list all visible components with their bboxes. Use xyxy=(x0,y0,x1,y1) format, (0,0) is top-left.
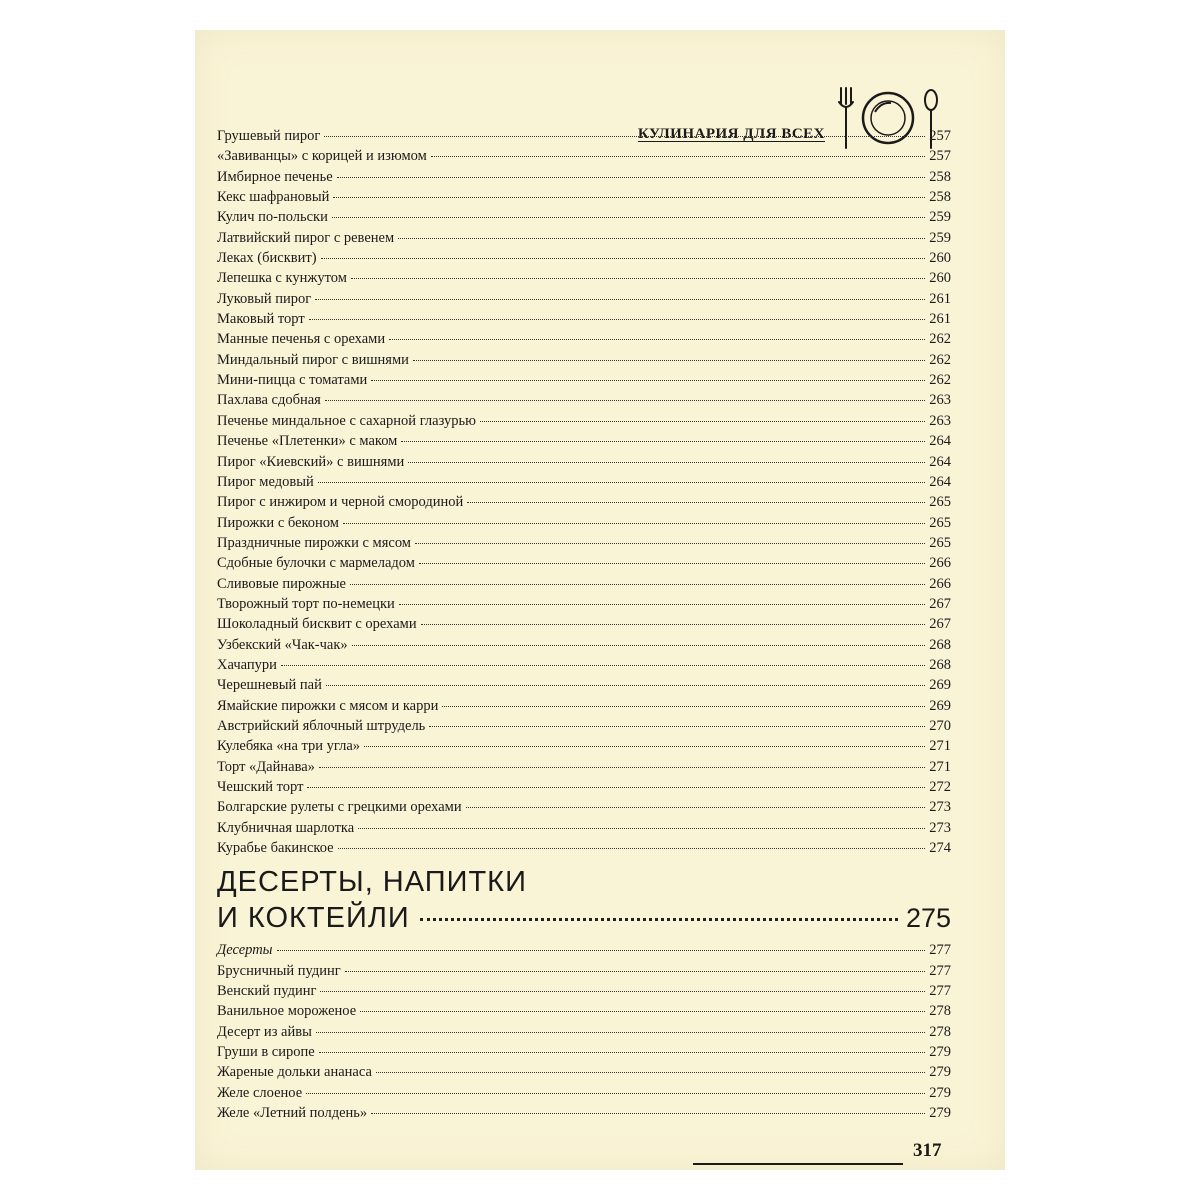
dot-leader xyxy=(431,156,925,157)
toc-entry-title: Луковый пирог xyxy=(217,290,312,307)
toc-entry xyxy=(217,148,951,168)
toc-entry-page: 264 xyxy=(929,433,951,450)
dot-leader xyxy=(277,950,926,951)
toc-entry-page: 261 xyxy=(929,290,951,307)
dot-leader xyxy=(332,217,925,218)
toc-entry-page: 262 xyxy=(929,331,951,348)
toc-entry-title: Имбирное печенье xyxy=(217,168,333,185)
toc-entry-page: 279 xyxy=(929,1084,951,1101)
toc-entry-page: 272 xyxy=(929,779,951,795)
toc-entry-page: 259 xyxy=(929,209,951,226)
toc-entry-page: 261 xyxy=(929,311,951,328)
dot-leader xyxy=(389,339,925,340)
toc-entry xyxy=(217,963,951,983)
toc-entry-title: Курабье бакинское xyxy=(217,840,334,857)
toc-entry-page: 266 xyxy=(929,555,951,572)
toc-entry xyxy=(217,983,951,1003)
toc-entry-title: Леках (бисквит) xyxy=(217,250,317,267)
toc-entry-title: Творожный торт по-немецки xyxy=(217,595,395,612)
dot-leader xyxy=(281,665,925,666)
toc-entry-title: Желе слоеное xyxy=(217,1084,303,1101)
dot-leader xyxy=(399,604,925,605)
section-page-number: 275 xyxy=(905,903,951,934)
toc-entry xyxy=(217,474,951,494)
toc-entry xyxy=(217,230,951,250)
toc-entry-page: 279 xyxy=(929,1105,951,1122)
toc-entry-title: Ямайские пирожки с мясом и карри xyxy=(217,697,439,714)
toc-entry xyxy=(217,779,951,799)
toc-entry xyxy=(217,718,951,738)
toc-entry-title: Черешневый пай xyxy=(217,677,322,694)
toc-list-bottom xyxy=(217,942,951,1125)
toc-entry-title: Печенье «Плетенки» с маком xyxy=(217,433,398,450)
toc-entry-page: 258 xyxy=(929,189,951,206)
toc-entry-title: Желе «Летний полдень» xyxy=(217,1105,368,1122)
toc-entry xyxy=(217,372,951,392)
toc-entry xyxy=(217,637,951,657)
toc-entry xyxy=(217,413,951,433)
toc-entry-page: 267 xyxy=(929,595,951,612)
dot-leader xyxy=(309,319,926,320)
toc-entry xyxy=(217,311,951,331)
dot-leader xyxy=(413,360,925,361)
toc-entry xyxy=(217,515,951,535)
toc-entry xyxy=(217,616,951,636)
dot-leader xyxy=(320,991,925,992)
toc-entry-title: «Завиванцы» с корицей и изюмом xyxy=(217,148,427,165)
dot-leader xyxy=(352,645,926,646)
toc-list-top xyxy=(217,128,951,860)
toc-entry xyxy=(217,576,951,596)
toc-entry xyxy=(217,657,951,677)
toc-entry xyxy=(217,433,951,453)
toc-entry-page: 260 xyxy=(929,250,951,267)
toc-entry-title: Лепешка с кунжутом xyxy=(217,270,347,287)
dot-leader xyxy=(442,706,925,707)
dot-leader xyxy=(408,462,925,463)
toc-entry-title: Печенье миндальное с сахарной глазурью xyxy=(217,412,476,429)
dot-leader xyxy=(398,238,925,239)
toc-entry-page: 270 xyxy=(929,717,951,734)
toc-entry-page: 274 xyxy=(929,840,951,857)
toc-entry-title: Пирог медовый xyxy=(217,473,314,490)
dot-leader xyxy=(326,685,925,686)
dot-leader xyxy=(351,278,925,279)
toc-entry-title: Миндальный пирог с вишнями xyxy=(217,351,409,368)
toc-entry xyxy=(217,189,951,209)
dot-leader xyxy=(358,828,925,829)
dot-leader xyxy=(371,1113,925,1114)
toc-entry-page: 278 xyxy=(929,1003,951,1020)
toc-entry-page: 279 xyxy=(929,1044,951,1061)
page-number: 317 xyxy=(913,1140,942,1161)
dot-leader xyxy=(480,421,925,422)
dot-leader xyxy=(319,767,925,768)
toc-entry-page: 263 xyxy=(929,412,951,429)
toc-entry-title: Десерт из айвы xyxy=(217,1023,312,1040)
toc-entry-page: 265 xyxy=(929,494,951,511)
dot-leader xyxy=(360,1011,925,1012)
toc-entry xyxy=(217,270,951,290)
toc-entry xyxy=(217,942,951,962)
toc-entry-page: 267 xyxy=(929,616,951,633)
dot-leader xyxy=(371,380,925,381)
toc-entry-title: Пахлава сдобная xyxy=(217,392,321,409)
toc-entry-title: Австрийский яблочный штрудель xyxy=(217,717,426,734)
toc-entry xyxy=(217,1003,951,1023)
toc-entry-title: Сдобные булочки с мармеладом xyxy=(217,555,415,572)
toc-entry xyxy=(217,799,951,819)
toc-entry xyxy=(217,331,951,351)
toc-entry-page: 262 xyxy=(929,351,951,368)
dot-leader xyxy=(343,523,925,524)
toc-entry-page: 278 xyxy=(929,1023,951,1040)
dot-leader xyxy=(421,624,926,625)
toc-entry xyxy=(217,169,951,189)
toc-entry-title: Брусничный пудинг xyxy=(217,962,341,979)
toc-entry-title: Торт «Дайнава» xyxy=(217,758,315,775)
footer-rule xyxy=(693,1163,903,1165)
toc-entry xyxy=(217,1064,951,1084)
toc-entry xyxy=(217,454,951,474)
toc-entry-page: 265 xyxy=(929,514,951,531)
toc-entry-title: Клубничная шарлотка xyxy=(217,819,355,836)
toc-entry-title: Ванильное мороженое xyxy=(217,1003,357,1020)
dot-leader xyxy=(350,584,925,585)
toc-entry xyxy=(217,1044,951,1064)
toc-entry-title: Венский пудинг xyxy=(217,983,317,1000)
toc-entry xyxy=(217,596,951,616)
toc-entry-title: Кекс шафрановый xyxy=(217,189,330,206)
book-page xyxy=(195,30,1005,1170)
toc-entry xyxy=(217,352,951,372)
table-of-contents xyxy=(217,128,951,1125)
toc-entry-page: 262 xyxy=(929,372,951,389)
toc-entry-page: 268 xyxy=(929,656,951,673)
toc-entry-title: Пирог с инжиром и черной смородиной xyxy=(217,494,464,511)
dot-leader xyxy=(466,807,926,808)
toc-entry xyxy=(217,840,951,860)
toc-entry-title: Жареные дольки ананаса xyxy=(217,1064,372,1081)
toc-entry-page: 266 xyxy=(929,575,951,592)
toc-entry-title: Грушевый пирог xyxy=(217,128,321,144)
dot-leader xyxy=(333,197,925,198)
toc-entry-page: 271 xyxy=(929,758,951,775)
toc-entry-page: 257 xyxy=(929,148,951,165)
toc-entry xyxy=(217,392,951,412)
dot-leader xyxy=(324,136,925,137)
dot-leader xyxy=(321,258,926,259)
toc-entry xyxy=(217,250,951,270)
toc-entry-page: 273 xyxy=(929,799,951,816)
toc-entry-page: 259 xyxy=(929,229,951,246)
toc-entry-title: Кулич по-польски xyxy=(217,209,328,226)
toc-entry-title: Чешский торт xyxy=(217,779,304,795)
dot-leader xyxy=(345,971,926,972)
dot-leader xyxy=(401,441,925,442)
toc-entry-title: Груши в сиропе xyxy=(217,1044,315,1061)
toc-entry-page: 263 xyxy=(929,392,951,409)
toc-entry-title: Сливовые пирожные xyxy=(217,575,346,592)
toc-entry-page: 277 xyxy=(929,962,951,979)
toc-entry-page: 273 xyxy=(929,819,951,836)
toc-entry-title: Праздничные пирожки с мясом xyxy=(217,534,411,551)
toc-entry xyxy=(217,535,951,555)
toc-entry-title: Десерты xyxy=(217,942,273,959)
dot-leader xyxy=(415,543,925,544)
toc-entry-title: Хачапури xyxy=(217,656,277,673)
dot-leader xyxy=(306,1093,925,1094)
toc-entry xyxy=(217,128,951,148)
toc-entry-page: 269 xyxy=(929,697,951,714)
toc-entry-page: 279 xyxy=(929,1064,951,1081)
toc-entry-page: 271 xyxy=(929,738,951,755)
toc-entry-page: 277 xyxy=(929,983,951,1000)
dot-leader xyxy=(429,726,925,727)
toc-entry xyxy=(217,738,951,758)
dot-leader xyxy=(467,502,925,503)
toc-entry-title: Мини-пицца с томатами xyxy=(217,372,368,389)
section-dot-leader xyxy=(420,918,898,921)
toc-entry-title: Маковый торт xyxy=(217,311,305,328)
section-title-line1: ДЕСЕРТЫ, НАПИТКИ xyxy=(217,866,527,899)
dot-leader xyxy=(325,400,925,401)
toc-entry xyxy=(217,1105,951,1125)
dot-leader xyxy=(319,1052,926,1053)
section-heading xyxy=(217,864,951,936)
toc-entry-title: Манные печенья с орехами xyxy=(217,331,386,348)
toc-entry-page: 269 xyxy=(929,677,951,694)
toc-entry xyxy=(217,677,951,697)
toc-entry xyxy=(217,555,951,575)
toc-entry xyxy=(217,820,951,840)
dot-leader xyxy=(316,1032,925,1033)
toc-entry xyxy=(217,291,951,311)
toc-entry-page: 264 xyxy=(929,473,951,490)
toc-entry-page: 277 xyxy=(929,942,951,959)
toc-entry-page: 265 xyxy=(929,534,951,551)
toc-entry-title: Латвийский пирог с ревенем xyxy=(217,229,395,246)
section-title-line2: И КОКТЕЙЛИ xyxy=(217,902,410,935)
toc-entry-title: Шоколадный бисквит с орехами xyxy=(217,616,417,633)
toc-entry-title: Кулебяка «на три угла» xyxy=(217,738,361,755)
toc-entry-page: 260 xyxy=(929,270,951,287)
dot-leader xyxy=(318,482,926,483)
toc-entry-page: 264 xyxy=(929,453,951,470)
toc-entry xyxy=(217,1085,951,1105)
toc-entry-page: 258 xyxy=(929,168,951,185)
toc-entry-title: Пирог «Киевский» с вишнями xyxy=(217,453,405,470)
dot-leader xyxy=(338,848,926,849)
toc-entry-title: Болгарские рулеты с грецкими орехами xyxy=(217,799,462,816)
toc-entry-title: Узбекский «Чак-чак» xyxy=(217,636,348,653)
toc-entry-title: Пирожки с беконом xyxy=(217,514,339,531)
toc-entry xyxy=(217,759,951,779)
dot-leader xyxy=(376,1072,925,1073)
toc-entry-page: 257 xyxy=(929,128,951,144)
toc-entry xyxy=(217,494,951,514)
dot-leader xyxy=(364,746,925,747)
toc-entry xyxy=(217,698,951,718)
toc-entry-page: 268 xyxy=(929,636,951,653)
running-header-title: КУЛИНАРИЯ ДЛЯ ВСЕХ xyxy=(637,126,825,142)
toc-entry xyxy=(217,209,951,229)
dot-leader xyxy=(315,299,925,300)
dot-leader xyxy=(419,563,925,564)
dot-leader xyxy=(337,177,926,178)
toc-entry xyxy=(217,1024,951,1044)
dot-leader xyxy=(307,787,925,788)
